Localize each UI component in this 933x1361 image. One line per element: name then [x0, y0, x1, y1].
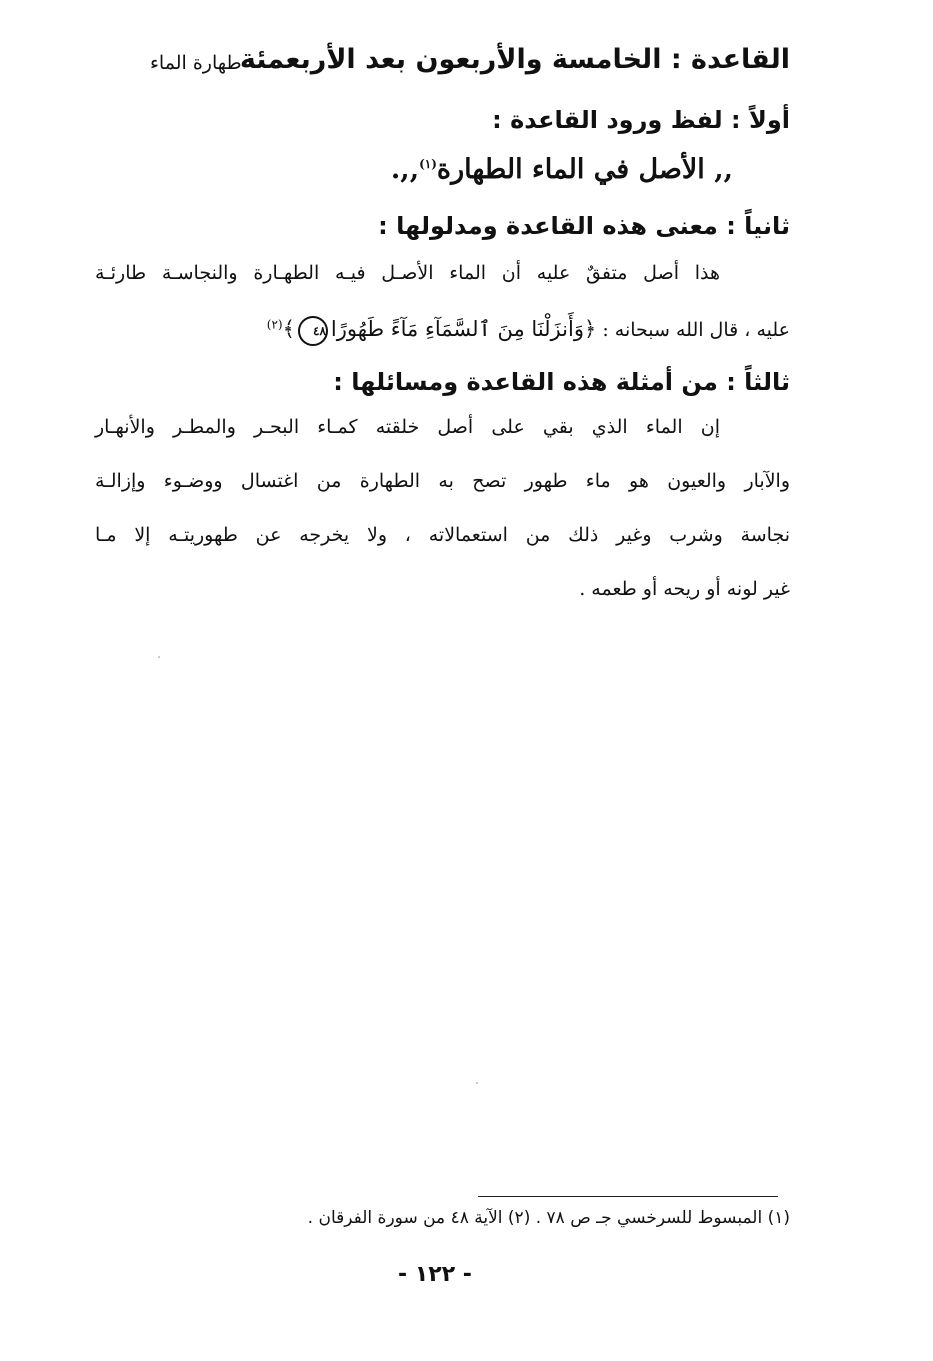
quran-verse-close: ﴾: [282, 317, 295, 341]
scan-speck: [158, 656, 160, 658]
scan-speck: [476, 1082, 478, 1084]
rule-title: القاعدة : الخامسة والأربعون بعد الأربعمئة: [239, 44, 790, 75]
page-number: - ١٢٢ -: [398, 1262, 472, 1287]
section-heading-wording: أولاً : لفظ ورود القاعدة :: [492, 106, 790, 134]
examples-line-3: نجاسة وشرب وغير ذلك من استعمالاته ، ولا يخرجه عن طهوريتـه إلا مـا: [95, 524, 790, 546]
examples-line-1: إن الماء الذي بقي على أصل خلقته كمـاء البحـر والمطـر والأنهـار: [95, 416, 720, 438]
rule-quote-end: ,,.: [390, 154, 420, 185]
rule-topic: طهارة الماء: [150, 52, 242, 74]
ayah-number-medallion: ٤٨: [298, 316, 328, 346]
meaning-line-2-prefix: عليه ، قال الله سبحانه :: [602, 319, 790, 341]
examples-line-4: غير لونه أو ريحه أو طعمه .: [579, 578, 790, 600]
rule-quote-text: ,, الأصل في الماء الطهارة: [436, 154, 733, 185]
footnote-separator: [478, 1196, 778, 1197]
footnote-ref-1: (١): [419, 157, 437, 171]
rule-quote: [391, 154, 733, 185]
meaning-line-2: [267, 316, 790, 346]
section-heading-meaning: ثانياً : معنى هذه القاعدة ومدلولها :: [378, 212, 790, 240]
page-header: [140, 44, 790, 88]
section-heading-examples: ثالثاً : من أمثلة هذه القاعدة ومسائلها :: [333, 368, 790, 396]
footnote-ref-2: (٢): [266, 317, 283, 332]
quran-verse: ﴿وَأَنزَلْنَا مِنَ ٱلسَّمَآءِ مَآءً طَهُورًا: [330, 317, 597, 341]
examples-line-2: والآبار والعيون هو ماء طهور تصح به الطهارة من اغتسال ووضـوء وإزالـة: [95, 470, 790, 492]
footnotes: (١) المبسوط للسرخسي جـ ص ٧٨ . (٢) الآية ٤٨ من سورة الفرقان .: [307, 1208, 790, 1228]
meaning-line-1: هذا أصل متفقٌ عليه أن الماء الأصـل فيـه الطهـارة والنجاسـة طارئـة: [95, 262, 720, 284]
